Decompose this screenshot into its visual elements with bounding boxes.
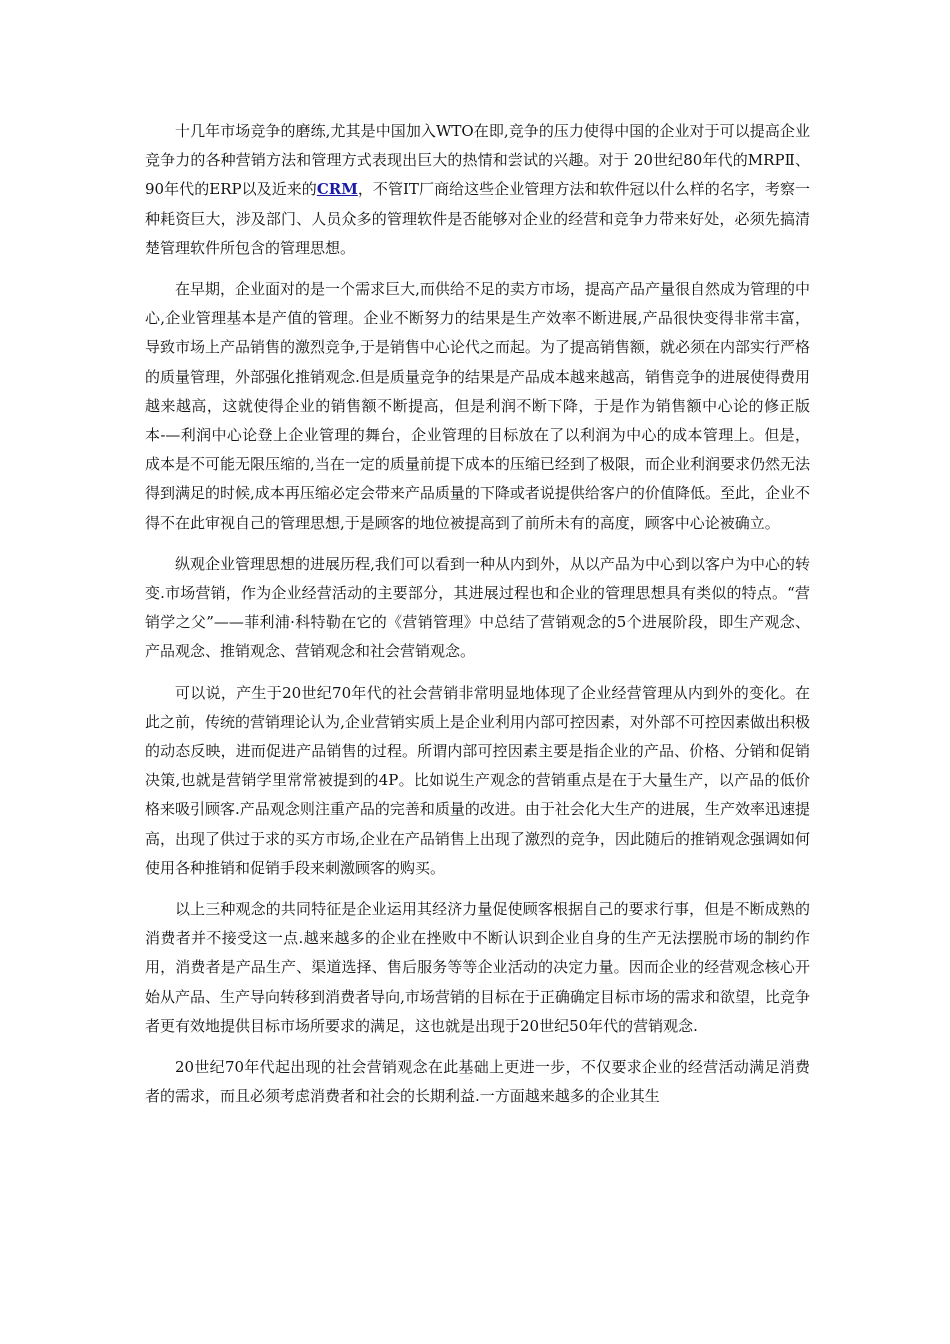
paragraph-3: 纵观企业管理思想的进展历程,我们可以看到一种从内到外，从以产品为中心到以客户为中心的转变.市场营销，作为企业经营活动的主要部分，其进展过程也和企业的管理思想具有类似的特点。“营销学之父”——菲利浦·科特勒在它的《营销管理》中总结了营销观念的5个进展阶段，即生产观念、产品观念、推销观念、营销观念和社会营销观念。 xyxy=(145,554,810,661)
paragraph-1-text-before-link: 十几年市场竞争的磨练,尤其是中国加入WTO在即,竞争的压力使得中国的企业对于可以提高企业竞争力的各种营销方法和管理方式表现出巨大的热情和尝试的兴趣。对于 20世纪80年代的MRPⅡ、90年代的ERP以及近来的 xyxy=(145,122,810,199)
paragraph-1 xyxy=(145,117,810,263)
paragraph-5: 以上三种观念的共同特征是企业运用其经济力量促使顾客根据自己的要求行事，但是不断成熟的消费者并不接受这一点.越来越多的企业在挫败中不断认识到企业自身的生产无法摆脱市场的制约作用，消费者是产品生产、渠道选择、售后服务等等企业活动的决定力量。因而企业的经营观念核心开始从产品、生产导向转移到消费者导向,市场营销的目标在于正确确定目标市场的需求和欲望，比竞争者更有效地提供目标市场所要求的满足，这也就是出现于20世纪50年代的营销观念. xyxy=(145,900,810,1035)
paragraph-1-text-after-link: ，不管IT厂商给这些企业管理方法和软件冠以什么样的名字，考察一种耗资巨大，涉及部门、人员众多的管理软件是否能够对企业的经营和竞争力带来好处，必须先搞清楚管理软件所包含的管理思想。 xyxy=(145,180,810,257)
paragraph-6: 20世纪70年代起出现的社会营销观念在此基础上更进一步，不仅要求企业的经营活动满足消费者的需求，而且必须考虑消费者和社会的长期利益.一方面越来越多的企业其生 xyxy=(145,1058,810,1106)
document-page xyxy=(145,117,810,1124)
paragraph-2: 在早期，企业面对的是一个需求巨大,而供给不足的卖方市场，提高产品产量很自然成为管理的中心,企业管理基本是产值的管理。企业不断努力的结果是生产效率不断进展,产品很快变得非常丰富，导致市场上产品销售的激烈竞争,于是销售中心论代之而起。为了提高销售额，就必须在内部实行严格的质量管理，外部强化推销观念.但是质量竞争的结果是产品成本越来越高，销售竞争的进展使得费用越来越高，这就使得企业的销售额不断提高，但是利润不断下降，于是作为销售额中心论的修正版本-—利润中心论登上企业管理的舞台，企业管理的目标放在了以利润为中心的成本管理上。但是，成本是不可能无限压缩的,当在一定的质量前提下成本的压缩已经到了极限，而企业利润要求仍然无法得到满足的时候,成本再压缩必定会带来产品质量的下降或者说提供给客户的价值降低。至此，企业不得不在此审视自己的管理思想,于是顾客的地位被提高到了前所未有的高度，顾客中心论被确立。 xyxy=(145,280,810,532)
paragraph-4: 可以说，产生于20世纪70年代的社会营销非常明显地体现了企业经营管理从内到外的变化。在此之前，传统的营销理论认为,企业营销实质上是企业利用内部可控因素，对外部不可控因素做出积极的动态反映，进而促进产品销售的过程。所谓内部可控因素主要是指企业的产品、价格、分销和促销决策,也就是营销学里常常被提到的4P。比如说生产观念的营销重点是在于大量生产，以产品的低价格来吸引顾客.产品观念则注重产品的完善和质量的改进。由于社会化大生产的进展，生产效率迅速提高，出现了供过于求的买方市场,企业在产品销售上出现了激烈的竞争，因此随后的推销观念强调如何使用各种推销和促销手段来刺激顾客的购买。 xyxy=(145,683,810,877)
crm-link[interactable]: CRM xyxy=(316,180,358,199)
